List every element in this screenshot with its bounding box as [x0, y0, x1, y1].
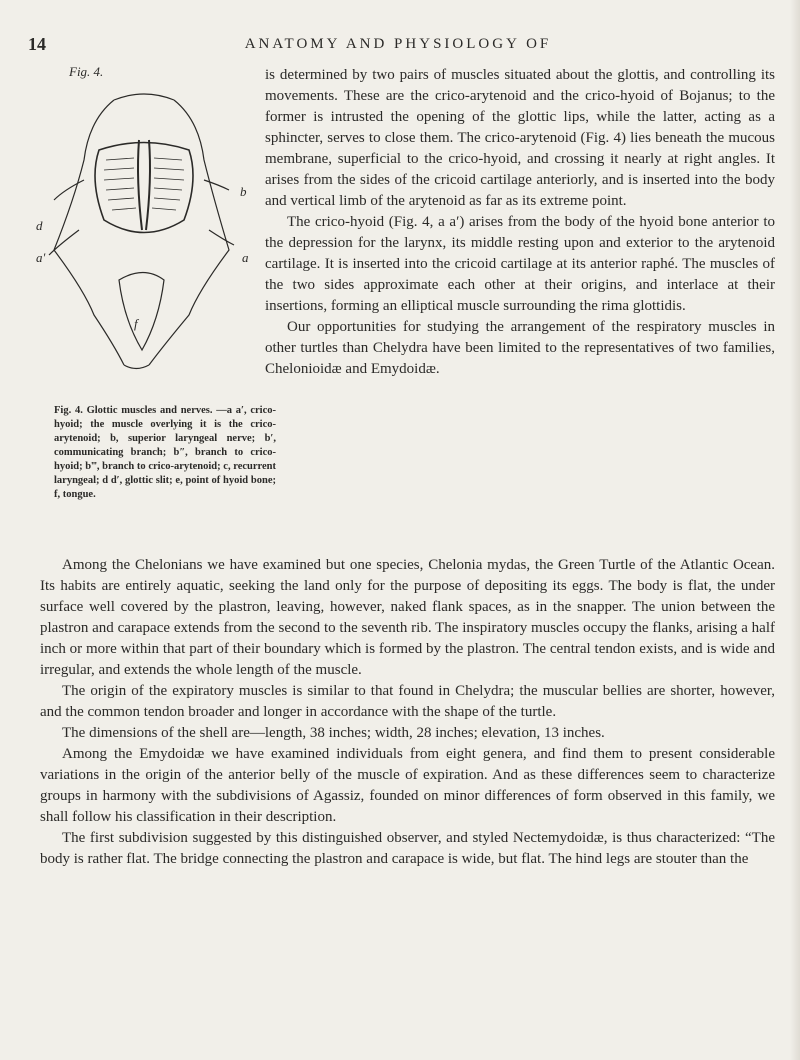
hyoid-shape	[95, 143, 193, 233]
label-d: d	[36, 218, 43, 233]
paragraph: Among the Emydoidæ we have examined individuals from eight genera, and find them to present considerable variations in the origin of the anterior belly of the muscle of expiration. And as these differences seem to characterize groups in harmony with the subdivisions of Agassiz, founded on minor differences of form observed in this family, we shall follow his classification in their description.	[40, 746, 775, 825]
paragraph: The crico-hyoid (Fig. 4, a a′) arises from the body of the hyoid bone anterior to the depression for the larynx, its middle resting upon and exterior to the arytenoid cartilage. It is inserted into the cricoid cartilage at its anterior raphé. The muscles of the two sides approximate each other at their origins, and interlace at their insertions, forming an elliptical muscle surrounding the rima glottidis.	[265, 214, 775, 314]
column-text	[265, 65, 775, 380]
glottic-slit	[138, 140, 142, 230]
running-head: ANATOMY AND PHYSIOLOGY OF	[244, 36, 552, 52]
paragraph: The origin of the expiratory muscles is similar to that found in Chelydra; the muscular bellies are shorter, however, and the common tendon broader and longer in accordance with the shape of the turtle.	[40, 683, 775, 720]
outline-path	[124, 365, 149, 369]
nerve-line	[54, 180, 84, 200]
label-b: b	[240, 184, 247, 199]
larynx-illustration	[14, 80, 266, 380]
nerve-line	[204, 180, 229, 190]
nerve-line	[49, 230, 79, 255]
figure-4	[14, 64, 276, 500]
page-edge-shadow	[790, 0, 800, 1060]
label-a: a	[242, 250, 249, 265]
page-header	[28, 34, 768, 58]
outline-path	[54, 100, 124, 365]
outline-path	[149, 100, 229, 365]
figure-caption: Fig. 4. Glottic muscles and nerves. —a a′, crico-hyoid; the muscle overlying it is the crico-arytenoid; b, superior laryngeal nerve; b′, communicating branch; b″, branch to crico-hyoid; b‴, branch to crico-arytenoid; c, recurrent laryngeal; d d′, glottic slit; e, point of hyoid bone; f, tongue.	[54, 405, 276, 500]
outline-path	[114, 94, 174, 100]
paragraph: Among the Chelonians we have examined but one species, Chelonia mydas, the Green Turtle of the Atlantic Ocean. Its habits are entirely aquatic, seeking the land only for the purpose of depositing its eggs. The body is flat, the under surface well covered by the plastron, leaving, however, naked flank spaces, as in the snapper. The union between the plastron and carapace extends from the second to the seventh rib. The inspiratory muscles occupy the flanks, arising a half inch or more within that part of their boundary which is formed by the plastron. The central tendon exists, and is wide and irregular, and extends the whole length of the muscle.	[40, 557, 775, 678]
glottic-slit	[146, 140, 150, 230]
paragraph: Our opportunities for studying the arrangement of the respiratory muscles in other turtles than Chelydra have been limited to the representatives of two families, Chelonioidæ and Emydoidæ.	[265, 319, 775, 377]
tongue-shape	[119, 273, 164, 351]
label-a-prime: a′	[36, 250, 46, 265]
body-text	[40, 555, 775, 870]
page-number: 14	[28, 34, 46, 54]
figure-label: Fig. 4.	[69, 64, 104, 79]
paragraph: The first subdivision suggested by this distinguished observer, and styled Nectemydoidæ, is thus characterized: “The body is rather flat. The bridge connecting the plastron and carapace is wide, but flat. The hind legs are stouter than the	[40, 830, 775, 867]
paragraph: is determined by two pairs of muscles situated about the glottis, and controlling its movements. These are the crico-arytenoid and the crico-hyoid of Bojanus; to the former is intrusted the opening of the glottic lips, while the latter, acting as a sphincter, serves to close them. The crico-arytenoid (Fig. 4) lies beneath the mucous membrane, superficial to the crico-hyoid, and crossing it nearly at right angles. It arises from the sides of the cricoid cartilage anteriorly, and is inserted into the body and vertical limb of the arytenoid as far as its extreme point.	[265, 67, 775, 209]
label-f: f	[134, 316, 138, 331]
nerve-line	[209, 230, 234, 245]
paragraph: The dimensions of the shell are—length, 38 inches; width, 28 inches; elevation, 13 inches.	[62, 725, 605, 741]
